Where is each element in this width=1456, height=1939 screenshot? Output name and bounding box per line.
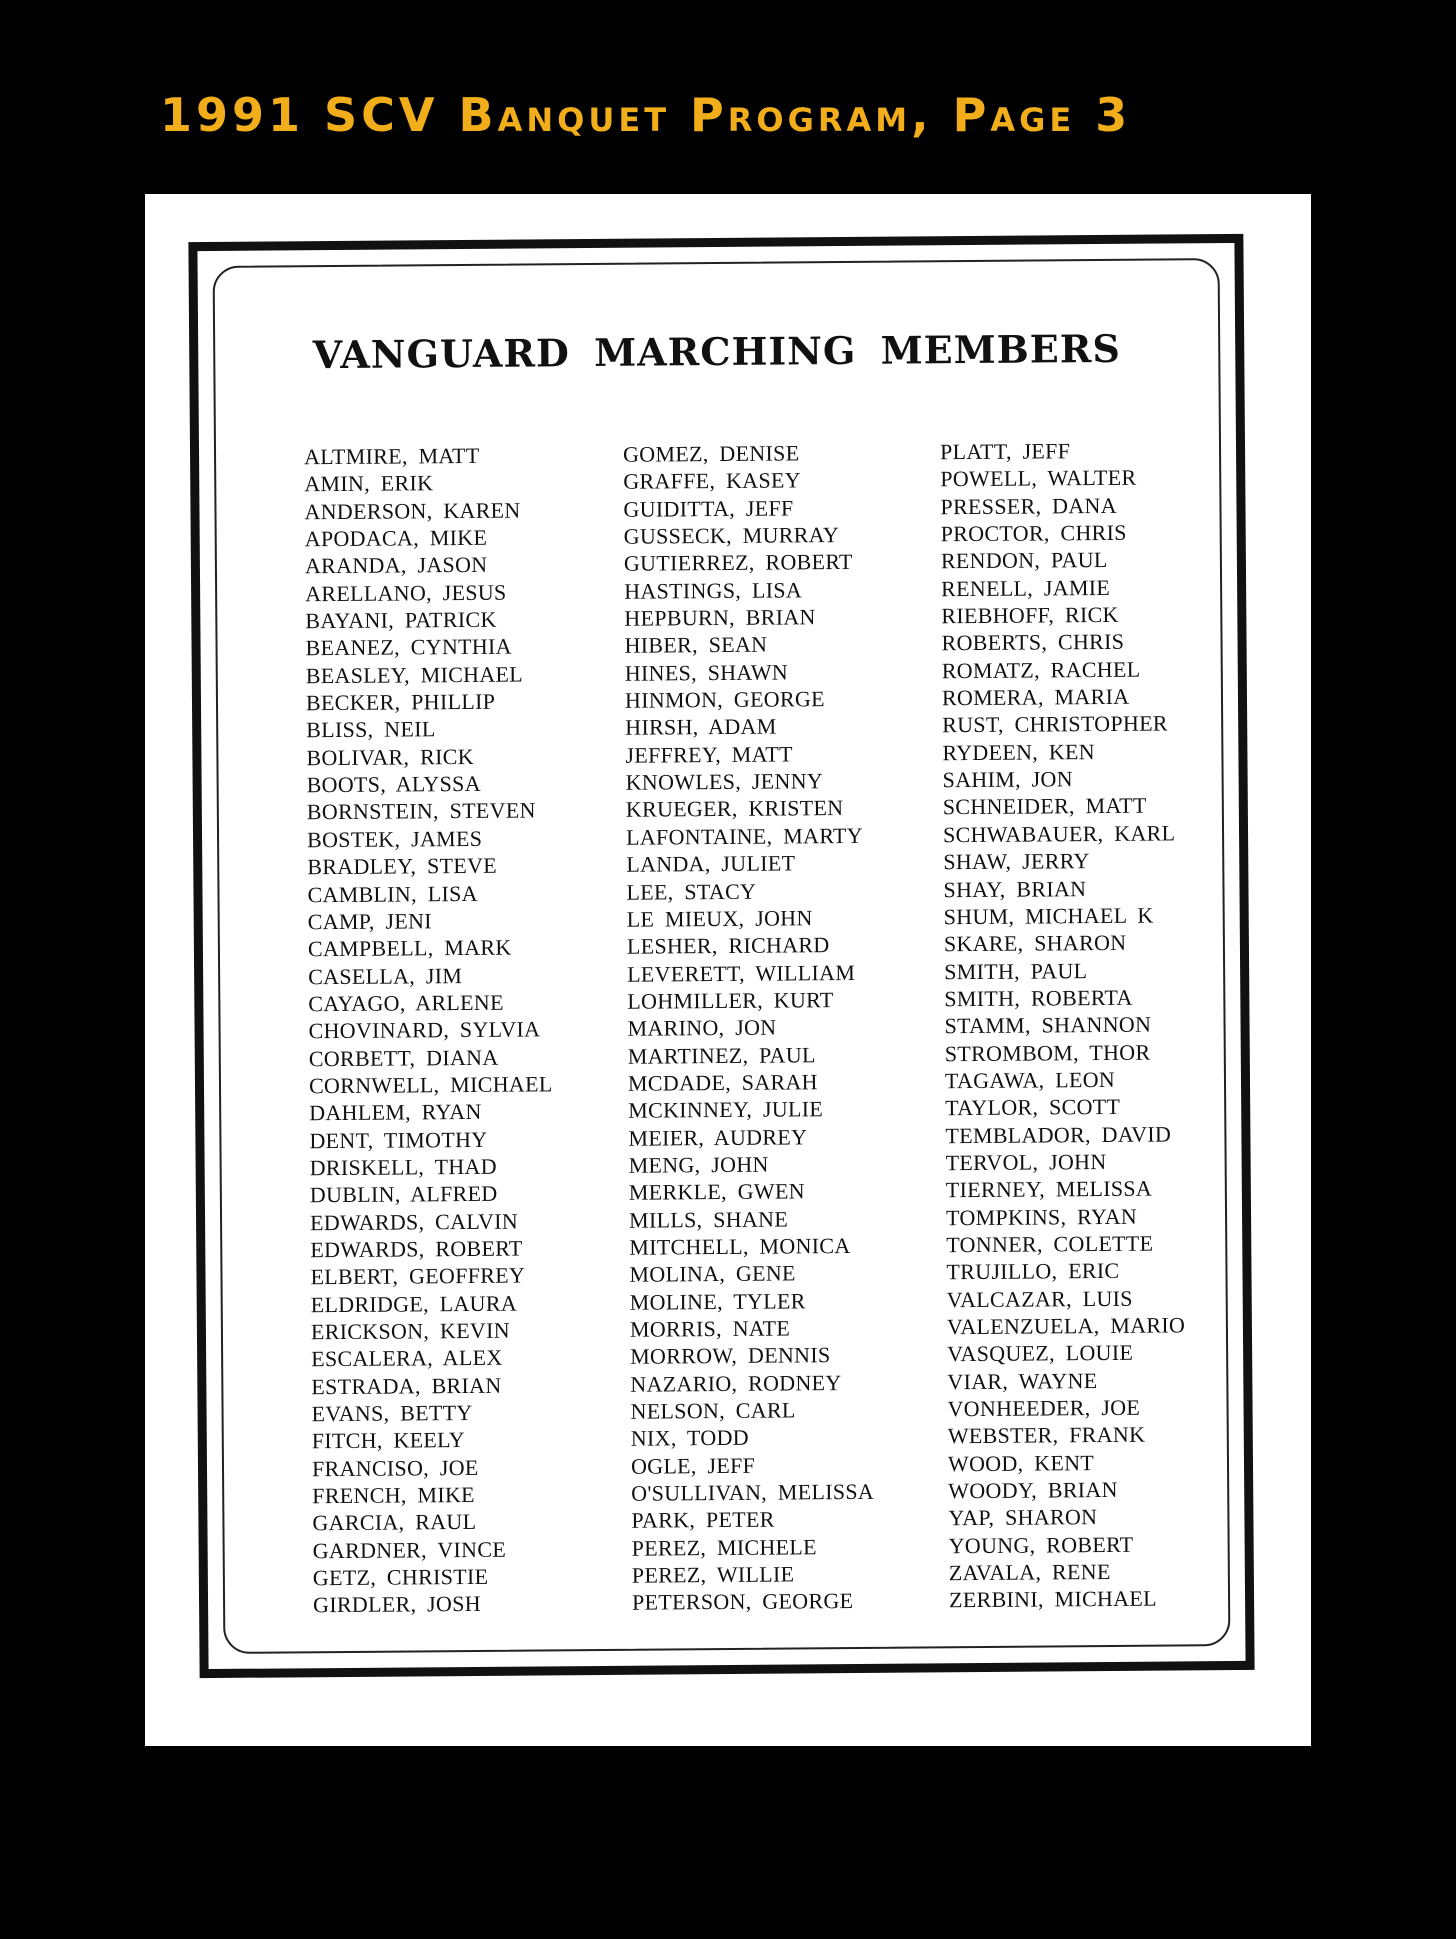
member-name: HIBER, SEAN: [624, 632, 768, 659]
member-name: GUTIERREZ, ROBERT: [623, 549, 853, 577]
member-name: CORNWELL, MICHAEL: [308, 1071, 553, 1099]
member-name: BOLIVAR, RICK: [306, 743, 474, 771]
member-name: PRESSER, DANA: [940, 492, 1117, 519]
member-name: ARANDA, JASON: [304, 552, 488, 579]
member-name: BRADLEY, STEVE: [307, 852, 498, 880]
member-name: MARTINEZ, PAUL: [627, 1041, 816, 1069]
member-name: MCKINNEY, JULIE: [628, 1096, 824, 1123]
member-name: RIEBHOFF, RICK: [941, 601, 1119, 629]
member-columns: [216, 436, 1219, 1618]
member-name: PETERSON, GEORGE: [631, 1588, 854, 1616]
member-name: TRUJILLO, ERIC: [946, 1258, 1120, 1285]
member-name: GUIDITTA, JEFF: [623, 495, 794, 522]
member-name: TAYLOR, SCOTT: [945, 1094, 1121, 1121]
member-name: GARDNER, VINCE: [312, 1536, 507, 1563]
member-name: NIX, TODD: [630, 1425, 749, 1452]
member-name: MCDADE, SARAH: [627, 1069, 818, 1096]
member-name: TOMPKINS, RYAN: [945, 1203, 1138, 1230]
member-name: PLATT, JEFF: [939, 438, 1071, 465]
member-name: CAMP, JENI: [307, 908, 432, 935]
member-name: MORROW, DENNIS: [630, 1342, 831, 1370]
member-name: ROMATZ, RACHEL: [941, 656, 1141, 684]
member-name: GRAFFE, KASEY: [623, 467, 801, 495]
member-name: YAP, SHARON: [948, 1504, 1098, 1531]
member-name: BORNSTEIN, STEVEN: [306, 797, 536, 825]
member-name: FRENCH, MIKE: [312, 1482, 475, 1509]
member-name: CAYAGO, ARLENE: [308, 989, 504, 1017]
member-name: KRUEGER, KRISTEN: [625, 795, 844, 823]
member-name: RUST, CHRISTOPHER: [942, 710, 1168, 738]
member-name: CASELLA, JIM: [308, 962, 463, 989]
member-name: ROBERTS, CHRIS: [941, 629, 1125, 656]
member-name: BOSTEK, JAMES: [306, 825, 483, 853]
member-name: HASTINGS, LISA: [624, 577, 803, 604]
member-name: PARK, PETER: [631, 1507, 775, 1534]
member-name: LANDA, JULIET: [626, 850, 796, 877]
member-name: LAFONTAINE, MARTY: [625, 822, 863, 850]
member-name: BLISS, NEIL: [306, 716, 436, 743]
member-name: LEVERETT, WILLIAM: [627, 959, 856, 987]
member-name: PEREZ, WILLIE: [631, 1561, 795, 1588]
member-name: MENG, JOHN: [628, 1151, 769, 1178]
member-name: ZAVALA, RENE: [948, 1559, 1111, 1586]
member-name: BECKER, PHILLIP: [305, 688, 496, 716]
member-name: ANDERSON, KAREN: [304, 497, 521, 524]
member-name: SCHNEIDER, MATT: [942, 793, 1147, 820]
member-name: HINMON, GEORGE: [624, 686, 825, 713]
page-title: 1991 SCV Banquet Program, Page 3: [160, 88, 1132, 142]
member-name: SMITH, ROBERTA: [944, 984, 1133, 1012]
member-name: ELDRIDGE, LAURA: [310, 1290, 518, 1317]
member-name: FITCH, KEELY: [311, 1427, 465, 1454]
member-name: GIRDLER, JOSH: [312, 1591, 481, 1618]
member-name: SAHIM, JON: [942, 766, 1073, 793]
member-column-2: [623, 439, 875, 1617]
member-name: ARELLANO, JESUS: [305, 579, 507, 606]
member-name: ZERBINI, MICHAEL: [948, 1586, 1157, 1613]
member-name: POWELL, WALTER: [940, 465, 1137, 492]
member-name: ELBERT, GEOFFREY: [310, 1262, 526, 1290]
member-name: GUSSECK, MURRAY: [623, 522, 840, 549]
member-name: ROMERA, MARIA: [941, 683, 1130, 711]
member-name: DAHLEM, RYAN: [309, 1099, 482, 1126]
member-name: CORBETT, DIANA: [308, 1044, 499, 1071]
member-name: ERICKSON, KEVIN: [310, 1317, 510, 1345]
member-name: GARCIA, RAUL: [312, 1509, 477, 1536]
member-name: MORRIS, NATE: [629, 1315, 791, 1342]
member-name: DENT, TIMOTHY: [309, 1126, 488, 1153]
member-name: STAMM, SHANNON: [944, 1011, 1152, 1039]
member-name: HEPBURN, BRIAN: [624, 604, 816, 631]
member-name: APODACA, MIKE: [304, 524, 488, 552]
member-name: MOLINA, GENE: [629, 1260, 796, 1288]
member-name: LE MIEUX, JOHN: [626, 905, 813, 932]
member-name: BOOTS, ALYSSA: [306, 771, 481, 798]
member-name: BAYANI, PATRICK: [305, 606, 497, 634]
member-name: SHUM, MICHAEL K: [943, 902, 1154, 930]
member-name: MITCHELL, MONICA: [629, 1232, 851, 1260]
member-name: SMITH, PAUL: [944, 957, 1088, 984]
member-name: CAMBLIN, LISA: [307, 880, 478, 907]
member-name: LOHMILLER, KURT: [627, 986, 834, 1014]
inner-rounded-frame: [213, 258, 1231, 1654]
member-name: LESHER, RICHARD: [626, 932, 830, 959]
member-name: EDWARDS, CALVIN: [309, 1208, 519, 1235]
member-name: TEMBLADOR, DAVID: [945, 1121, 1172, 1148]
member-name: NAZARIO, RODNEY: [630, 1369, 842, 1397]
member-column-3: [940, 436, 1187, 1614]
member-name: NELSON, CARL: [630, 1397, 796, 1424]
member-name: YOUNG, ROBERT: [948, 1531, 1134, 1558]
member-name: TIERNEY, MELISSA: [945, 1175, 1153, 1203]
member-name: BEASLEY, MICHAEL: [305, 661, 524, 689]
member-name: VALENZUELA, MARIO: [946, 1312, 1186, 1340]
member-name: FRANCISO, JOE: [311, 1454, 479, 1481]
member-name: VALCAZAR, LUIS: [946, 1285, 1133, 1312]
program-page: [145, 194, 1311, 1746]
member-name: PROCTOR, CHRIS: [940, 519, 1127, 547]
member-name: KNOWLES, JENNY: [625, 768, 824, 795]
member-column-1: [304, 441, 557, 1619]
member-name: MILLS, SHANE: [628, 1206, 789, 1233]
member-name: MERKLE, GWEN: [628, 1178, 805, 1206]
member-name: SHAY, BRIAN: [943, 875, 1087, 902]
outer-border-frame: [188, 234, 1254, 1678]
member-name: EDWARDS, ROBERT: [310, 1235, 523, 1263]
member-name: VIAR, WAYNE: [947, 1367, 1098, 1394]
member-name: MOLINE, TYLER: [629, 1288, 806, 1315]
member-name: WOODY, BRIAN: [948, 1476, 1118, 1504]
member-name: ESCALERA, ALEX: [311, 1345, 503, 1372]
member-name: JEFFREY, MATT: [625, 741, 793, 768]
member-name: LEE, STACY: [626, 878, 757, 905]
member-name: HIRSH, ADAM: [625, 713, 777, 741]
member-name: CAMPBELL, MARK: [307, 934, 512, 962]
member-name: RYDEEN, KEN: [942, 738, 1096, 766]
member-name: RENELL, JAMIE: [941, 574, 1111, 601]
member-name: WOOD, KENT: [947, 1449, 1095, 1476]
member-name: BEANEZ, CYNTHIA: [305, 634, 512, 661]
member-name: SKARE, SHARON: [943, 930, 1127, 957]
member-name: EVANS, BETTY: [311, 1400, 473, 1427]
member-name: OGLE, JEFF: [630, 1452, 756, 1479]
member-name: ESTRADA, BRIAN: [311, 1372, 502, 1399]
member-name: VASQUEZ, LOUIE: [947, 1340, 1134, 1367]
member-name: ALTMIRE, MATT: [303, 442, 480, 470]
member-name: O'SULLIVAN, MELISSA: [631, 1478, 875, 1506]
member-name: GETZ, CHRISTIE: [312, 1563, 489, 1591]
member-name: VONHEEDER, JOE: [947, 1394, 1141, 1422]
member-name: AMIN, ERIK: [304, 470, 434, 497]
member-name: TONNER, COLETTE: [946, 1230, 1154, 1258]
member-name: SCHWABAUER, KARL: [942, 820, 1176, 848]
member-name: HINES, SHAWN: [624, 659, 789, 686]
member-name: PEREZ, MICHELE: [631, 1534, 817, 1561]
document-title: VANGUARD MARCHING MEMBERS: [312, 325, 1121, 378]
member-name: DUBLIN, ALFRED: [309, 1181, 498, 1208]
member-name: WEBSTER, FRANK: [947, 1422, 1146, 1449]
member-name: MEIER, AUDREY: [628, 1123, 808, 1151]
member-name: MARINO, JON: [627, 1014, 777, 1041]
member-name: CHOVINARD, SYLVIA: [308, 1016, 541, 1044]
member-name: TERVOL, JOHN: [945, 1148, 1107, 1176]
member-name: SHAW, JERRY: [943, 848, 1090, 875]
member-name: TAGAWA, LEON: [944, 1066, 1116, 1094]
member-name: GOMEZ, DENISE: [622, 440, 800, 467]
member-name: RENDON, PAUL: [940, 547, 1108, 574]
member-name: STROMBOM, THOR: [944, 1039, 1151, 1066]
member-name: DRISKELL, THAD: [309, 1153, 497, 1181]
